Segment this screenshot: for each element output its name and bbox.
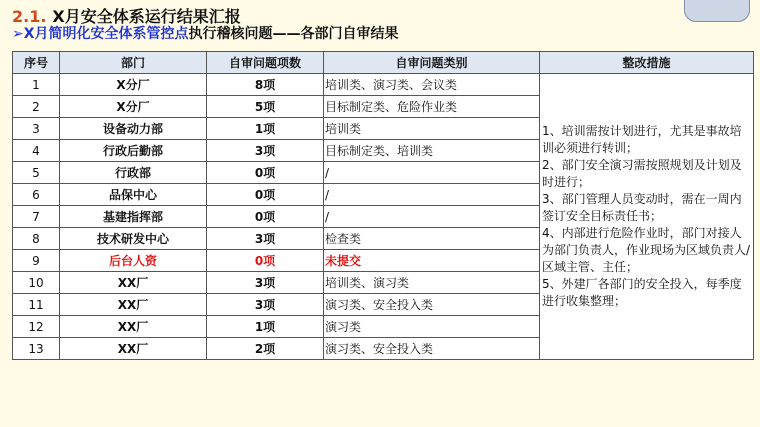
- cell-category: /: [324, 184, 540, 206]
- cell-count: 8项: [207, 74, 324, 96]
- header-measures: 整改措施: [540, 52, 754, 74]
- cell-count: 3项: [207, 294, 324, 316]
- table-header-row: [13, 52, 754, 74]
- cell-no: 9: [13, 250, 60, 272]
- cell-category: /: [324, 206, 540, 228]
- cell-dept: XX厂: [60, 294, 207, 316]
- cell-count: 0项: [207, 184, 324, 206]
- cell-dept: 行政部: [60, 162, 207, 184]
- cell-category: 目标制定类、培训类: [324, 140, 540, 162]
- cell-count: 1项: [207, 118, 324, 140]
- cell-no: 4: [13, 140, 60, 162]
- cell-no: 10: [13, 272, 60, 294]
- cell-dept: XX厂: [60, 316, 207, 338]
- cell-dept: XX厂: [60, 338, 207, 360]
- cell-dept: X分厂: [60, 74, 207, 96]
- page-subtitle: [12, 23, 399, 43]
- cell-count: 0项: [207, 250, 324, 272]
- cell-no: 12: [13, 316, 60, 338]
- cell-no: 13: [13, 338, 60, 360]
- cell-category: 培训类、演习类、会议类: [324, 74, 540, 96]
- cell-no: 8: [13, 228, 60, 250]
- table-body: [13, 74, 754, 360]
- cell-count: 3项: [207, 228, 324, 250]
- cell-no: 2: [13, 96, 60, 118]
- header-no: 序号: [13, 52, 60, 74]
- cell-dept: XX厂: [60, 272, 207, 294]
- rectification-measures-cell: 1、培训需按计划进行，尤其是事故培训必须进行转训； 2、部门安全演习需按照规划及计划及时进行； 3、部门管理人员变动时，需在一周内签订安全目标责任书； 4、内部进行危险作业时，部门对接人为部门负责人，作业现场为区域负责人/区域主管、主任； 5、外建厂各部门的安全投入，每季度进行收集整理；: [540, 74, 754, 360]
- cell-no: 7: [13, 206, 60, 228]
- subtitle-rest: 执行稽核问题——各部门自审结果: [188, 26, 399, 42]
- cell-count: 2项: [207, 338, 324, 360]
- corner-decoration-shape: [684, 0, 750, 22]
- cell-category: 演习类、安全投入类: [324, 294, 540, 316]
- header-category: 自审问题类别: [324, 52, 540, 74]
- cell-no: 1: [13, 74, 60, 96]
- cell-dept: 设备动力部: [60, 118, 207, 140]
- section-number: 2.1.: [12, 7, 47, 26]
- cell-dept: 基建指挥部: [60, 206, 207, 228]
- header-dept: 部门: [60, 52, 207, 74]
- cell-dept: 行政后勤部: [60, 140, 207, 162]
- cell-count: 0项: [207, 162, 324, 184]
- cell-count: 1项: [207, 316, 324, 338]
- cell-no: 11: [13, 294, 60, 316]
- cell-category: 演习类、安全投入类: [324, 338, 540, 360]
- cell-count: 5项: [207, 96, 324, 118]
- cell-count: 0项: [207, 206, 324, 228]
- cell-dept: 后台人资: [60, 250, 207, 272]
- cell-category: 未提交: [324, 250, 540, 272]
- self-audit-table: [12, 51, 754, 360]
- cell-category: /: [324, 162, 540, 184]
- title-text: X月安全体系运行结果汇报: [52, 7, 241, 26]
- cell-category: 目标制定类、危险作业类: [324, 96, 540, 118]
- cell-category: 培训类: [324, 118, 540, 140]
- cell-no: 6: [13, 184, 60, 206]
- cell-no: 5: [13, 162, 60, 184]
- cell-no: 3: [13, 118, 60, 140]
- cell-dept: 品保中心: [60, 184, 207, 206]
- cell-count: 3项: [207, 140, 324, 162]
- table-row: [13, 74, 754, 96]
- cell-dept: X分厂: [60, 96, 207, 118]
- header-count: 自审问题项数: [207, 52, 324, 74]
- cell-category: 演习类: [324, 316, 540, 338]
- cell-category: 培训类、演习类: [324, 272, 540, 294]
- cell-dept: 技术研发中心: [60, 228, 207, 250]
- subtitle-highlight: ➢X月简明化安全体系管控点: [12, 26, 189, 42]
- cell-category: 检查类: [324, 228, 540, 250]
- cell-count: 3项: [207, 272, 324, 294]
